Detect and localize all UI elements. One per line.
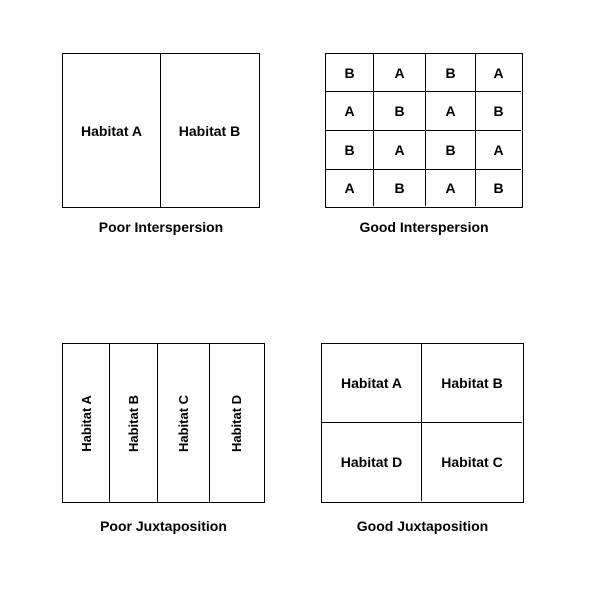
habitat-cell [210,344,263,502]
habitat-label: Habitat A [78,394,94,452]
grid-cell: A [326,170,374,206]
poor-interspersion-diagram [62,53,260,208]
grid-cell: A [374,54,426,92]
habitat-cell: Habitat A [322,344,422,423]
grid-cell: B [374,170,426,206]
good-juxtaposition-diagram [321,343,524,503]
grid-cell: A [476,54,521,92]
grid-cell: B [326,131,374,170]
poor-juxtaposition-caption: Poor Juxtaposition [100,518,227,534]
habitat-cell: Habitat C [441,454,503,470]
grid-cell: B [426,54,476,92]
habitat-cell [158,344,210,502]
grid-cell: A [374,131,426,170]
good-juxtaposition-caption: Good Juxtaposition [356,518,489,534]
habitat-cell: Habitat D [322,423,422,501]
habitat-label: Habitat C [176,394,191,452]
habitat-label: Habitat D [229,394,244,452]
grid-cell: B [476,92,521,131]
grid-cell: A [476,131,521,170]
grid-cell: B [493,180,504,196]
habitat-cell [63,344,110,502]
habitat-cell [110,344,158,502]
grid-cell: A [326,92,374,131]
habitat-label: Habitat B [126,394,141,452]
good-interspersion-diagram [325,53,523,208]
habitat-cell: Habitat A [63,54,161,207]
good-interspersion-caption: Good Interspersion [359,219,489,235]
grid-cell: A [426,170,476,206]
grid-cell: B [326,54,374,92]
grid-cell: B [374,92,426,131]
poor-juxtaposition-diagram [62,343,265,503]
habitat-cell: Habitat B [422,344,522,423]
grid-cell: A [426,92,476,131]
habitat-cell: Habitat B [178,122,241,139]
poor-interspersion-caption: Poor Interspersion [98,219,224,235]
grid-cell: B [426,131,476,170]
